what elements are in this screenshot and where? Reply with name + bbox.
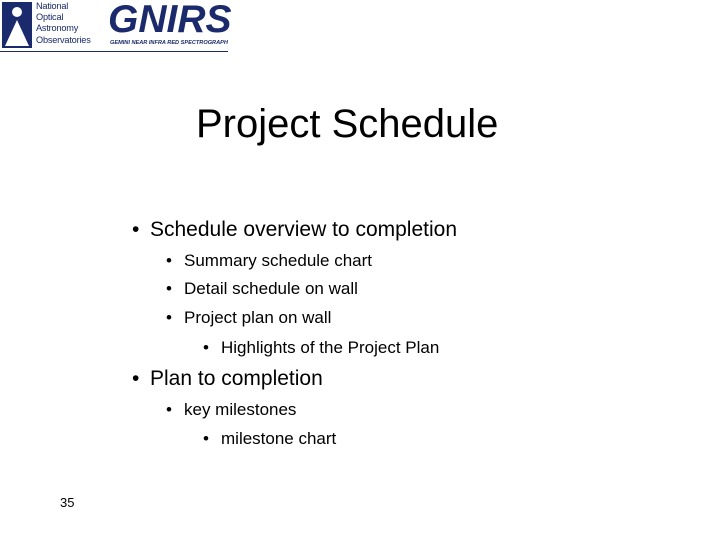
bullet-item	[203, 428, 336, 450]
bullet-dot: •	[203, 338, 209, 357]
bullet-item	[132, 366, 323, 392]
bullet-dot: •	[166, 308, 172, 327]
noao-line: Observatories	[36, 34, 91, 45]
noao-logo-icon	[2, 2, 32, 48]
slide-title: Project Schedule	[196, 102, 499, 146]
bullet-item	[166, 278, 358, 300]
bullet-item	[203, 337, 439, 359]
bullet-dot: •	[166, 251, 172, 270]
bullet-item	[166, 399, 296, 421]
header-logo	[0, 0, 232, 52]
noao-name	[36, 1, 102, 46]
gnirs-logo-subtitle: GEMINI NEAR INFRA RED SPECTROGRAPH	[110, 40, 228, 46]
bullet-dot: •	[166, 279, 172, 298]
bullet-dot: •	[203, 429, 209, 448]
gnirs-logo-title: GNIRS	[108, 0, 232, 41]
page-number: 35	[60, 495, 75, 510]
bullet-text: Plan to completion	[150, 367, 323, 390]
bullet-dot: •	[132, 218, 140, 241]
bullet-dot: •	[166, 400, 172, 419]
bullet-text: Highlights of the Project Plan	[221, 338, 440, 357]
bullet-item	[132, 217, 457, 243]
bullet-item	[166, 250, 372, 272]
bullet-text: Project plan on wall	[184, 308, 332, 327]
noao-line: Astronomy	[36, 23, 79, 34]
noao-line: National	[36, 1, 69, 11]
bullet-text: Summary schedule chart	[184, 251, 373, 270]
bullet-text: milestone chart	[221, 429, 337, 448]
bullet-item	[166, 307, 331, 329]
bullet-text: key milestones	[184, 400, 297, 419]
bullet-text: Schedule overview to completion	[150, 218, 458, 241]
bullet-text: Detail schedule on wall	[184, 279, 358, 298]
bullet-dot: •	[132, 367, 140, 390]
noao-line: Optical	[36, 12, 64, 23]
header-divider	[0, 51, 228, 52]
